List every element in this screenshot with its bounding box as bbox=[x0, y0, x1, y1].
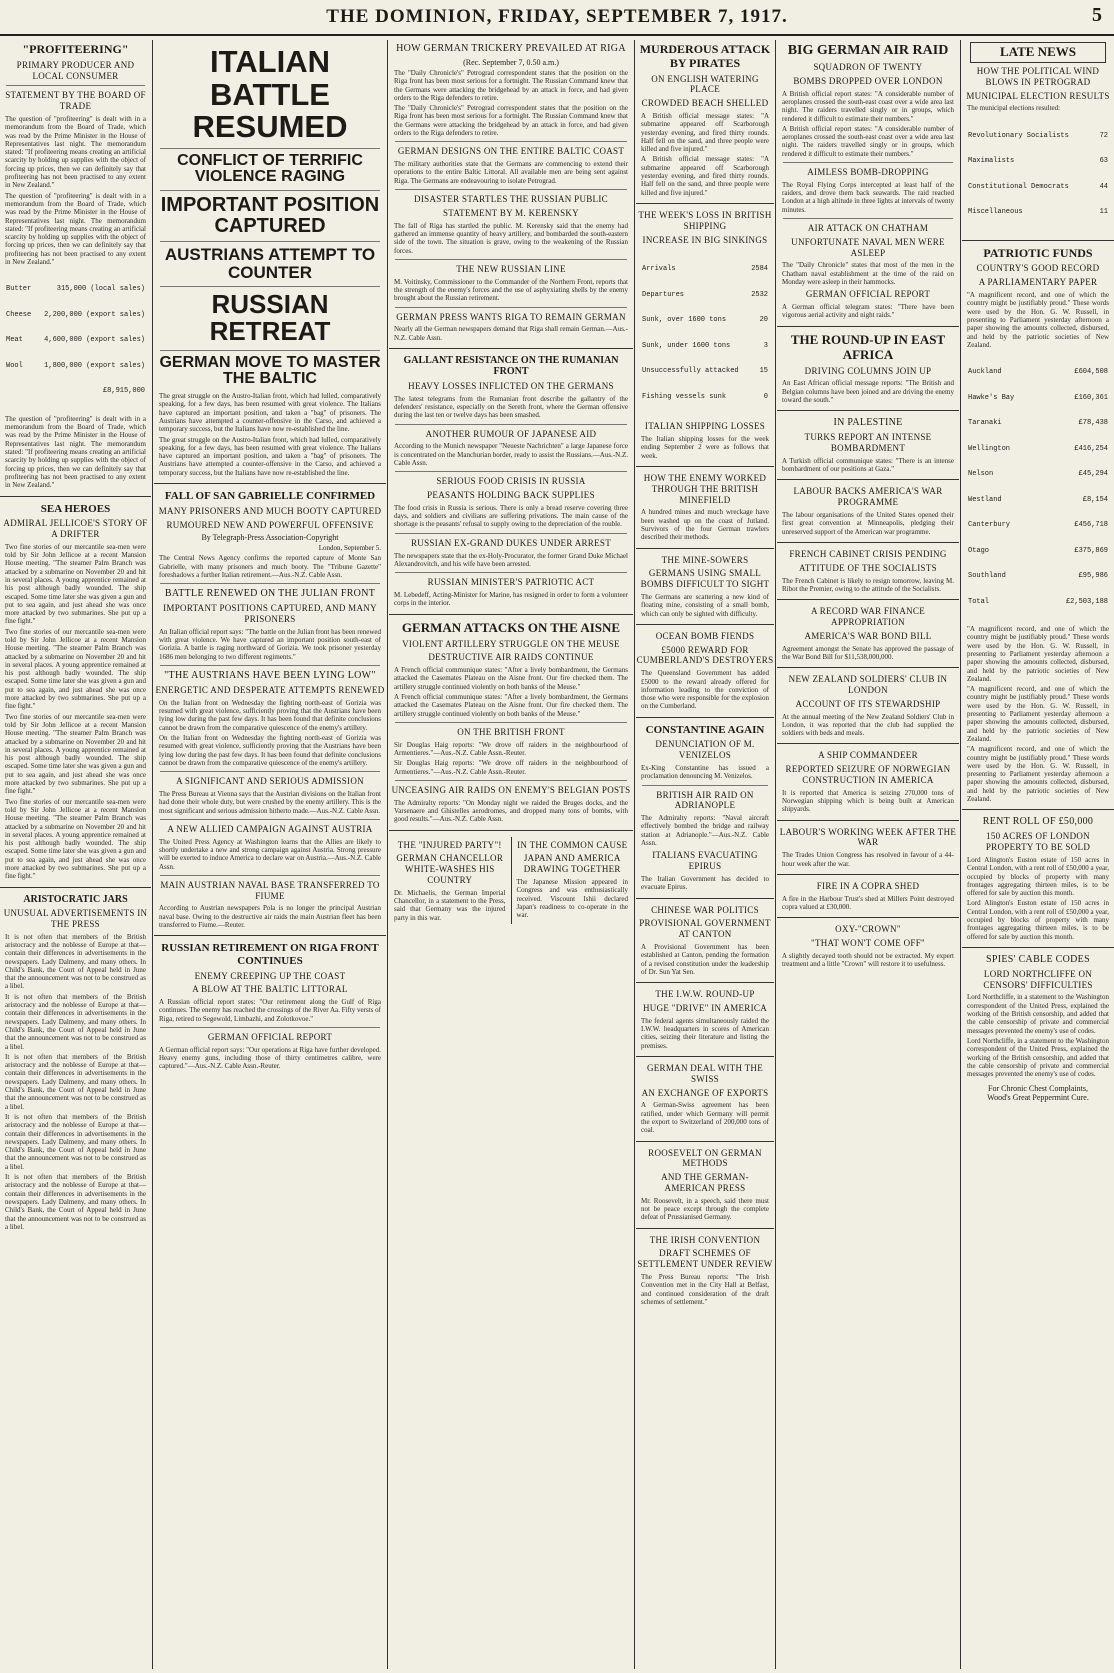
table-row: Miscellaneous 11 bbox=[968, 208, 1108, 217]
divider bbox=[160, 148, 380, 149]
east-africa-headline: THE ROUND-UP IN EAST AFRICA bbox=[790, 331, 946, 362]
divider bbox=[636, 1141, 774, 1142]
column-5 bbox=[777, 40, 959, 1673]
patriotic-body: "A magnificent record, and one of which the country might be justifiably proud." These words were used by the Hon. G. W. Russell, in presenting to Parliament yesterday afternoon a paper showing the amounts collected, disbursed, and held by the patriotic societies of New Zealand. bbox=[967, 291, 1109, 349]
cabinet-subhead: ATTITUDE OF THE SOCIALISTS bbox=[799, 562, 937, 573]
wind-headline: HOW THE POLITICAL WIND BLOWS IN PETROGRAD bbox=[976, 65, 1100, 87]
adrianople-body: The Admiralty reports: "Naval aircraft effectively bombed the bridge and railway station at Adrianople."—Aus.-N.Z. Cable Assn. bbox=[641, 814, 769, 848]
column-2 bbox=[154, 40, 386, 1673]
mine-sowers-headline: THE MINE-SOWERS bbox=[661, 554, 749, 565]
injured-body: Dr. Michaelis, the German Imperial Chancellor, in a statement to the Press, said that Germany was the injured party in this war. bbox=[394, 888, 506, 922]
iww-subhead: HUGE "DRIVE" IN AMERICA bbox=[643, 1002, 767, 1013]
divider bbox=[395, 572, 627, 573]
nz-club-headline: NEW ZEALAND SOLDIERS' CLUB IN LONDON bbox=[788, 674, 948, 695]
food-body: The food crisis in Russia is serious. There is only a bread reserve covering three days, and soldiers and civilians are suffering privations. The main cause of the shortage is the peasants' refusal to supply owing to the depreciation of the rouble. bbox=[394, 503, 628, 529]
cabinet-headline: FRENCH CABINET CRISIS PENDING bbox=[789, 548, 947, 559]
rumour-subhead: RUMOURED NEW AND POWERFUL OFFENSIVE bbox=[166, 519, 374, 530]
chatham-subhead: UNFORTUNATE NAVAL MEN WERE ASLEEP bbox=[791, 236, 945, 258]
food-headline: SERIOUS FOOD CRISIS IN RUSSIA bbox=[436, 476, 586, 487]
roosevelt-body: Mr. Roosevelt, in a speech, said there must not be peace except through the complete defeat of Prussianised Germany. bbox=[641, 1196, 769, 1222]
main-body-cont: The great struggle on the Austro-Italian front, which had lulled, comparatively speaking, for a few days, has been resumed with great violence. The Italians have captured an important position, and taken a "bag" of prisoners. The Austrians have attempted a counter-offensive in the Carso, and achieved a temporary success, but the Italians have now re-established the line. bbox=[159, 435, 381, 477]
disaster-headline: DISASTER STARTLES THE RUSSIAN PUBLIC bbox=[414, 194, 608, 205]
sea-heroes-body-cont-2: Two fine stories of our mercantile sea-men were told by Sir John Jellicoe at a recent Mansion House meeting. "The steamer Palm Branch was attacked by a submarine on November 20 and hit in several places. A young apprentice remained at his post although badly wounded. The ship escaped. Some time later she was given a gun and put to sea again, and just ahead she was once more attacked by two submarines. She put up a fine fight." bbox=[5, 712, 146, 796]
julian-headline: BATTLE RENEWED ON THE JULIAN FRONT bbox=[164, 588, 376, 600]
air-raid-headline: BIG GERMAN AIR RAID bbox=[787, 43, 949, 58]
disaster-body: The fall of Riga has startled the public. M. Kerensky said that the enemy had gathered an immense quantity of heavy artillery, and bombarded the south-eastern side of the town. The situation is grave, owing to the weakening of the Russian forces. bbox=[394, 221, 628, 255]
murder-subhead: ON ENGLISH WATERING PLACE bbox=[651, 73, 759, 95]
air-raid-body-cont: A British official report states: "A considerable number of aeroplanes crossed the south-east coast over a wide area last night. The raiders travelled singly or in groups, which rendered it difficult to estimate their numbers." bbox=[782, 124, 954, 158]
designs-headline: GERMAN DESIGNS ON THE ENTIRE BALTIC COAST bbox=[397, 146, 625, 157]
palestine-body: A Turkish official communique states: "There is an intense bombardment of our positions at Gaza." bbox=[782, 456, 954, 474]
table-row: Cheese 2,200,000 (export sales) bbox=[6, 310, 145, 319]
swiss-headline: GERMAN DEAL WITH THE SWISS bbox=[646, 1062, 764, 1084]
profiteering-body-cont-2: The question of "profiteering" is dealt with in a memorandum from the Board of Trade, which was read by the Prime Minister in the House of Representatives last night. The memorandum stated: "If profiteering means creating an artificial scarcity by holding up supplies with the object of forcing up prices, then we can definitely say that profiteering has not been practised to any extent in New Zealand." bbox=[5, 414, 146, 490]
german-report-headline: GERMAN OFFICIAL REPORT bbox=[805, 289, 931, 300]
aisne-body: A French official communique states: "After a lively bombardment, the Germans attacked the Casemates Plateau on the Aisne front. Our fire checked them. The artillery struggle continued violently on both banks of the Meuse." bbox=[394, 666, 628, 691]
divider bbox=[395, 259, 627, 260]
irish-headline: THE IRISH CONVENTION bbox=[649, 1234, 761, 1245]
divider bbox=[389, 830, 633, 831]
mine-sowers-body: The Germans are scattering a new kind of floating mine, consisting of a small bomb, which can only be sighted with difficulty. bbox=[641, 593, 769, 618]
masthead bbox=[0, 0, 1114, 36]
sea-heroes-headline: SEA HEROES bbox=[40, 502, 111, 515]
chatham-body: The "Daily Chronicle" states that most of the men in the Chatham naval establishment at the time of the raid on Monday were asleep in their hammocks. bbox=[782, 261, 954, 287]
divider bbox=[395, 722, 627, 723]
riga-retire-subhead: ENEMY CREEPING UP THE COAST bbox=[194, 970, 346, 981]
dukes-headline: RUSSIAN EX-GRAND DUKES UNDER ARREST bbox=[410, 537, 611, 548]
table-row: Wool 1,800,000 (export sales) bbox=[6, 361, 145, 370]
new-line-headline: THE NEW RUSSIAN LINE bbox=[456, 263, 566, 274]
food-subhead: PEASANTS HOLDING BACK SUPPLIES bbox=[427, 490, 595, 501]
adrianople-headline: BRITISH AIR RAID ON ADRIANOPLE bbox=[656, 789, 754, 811]
german-report-body: A German official telegram states: "There have been vigorous aerial activity and night raids." bbox=[782, 303, 954, 320]
irish-subhead: DRAFT SCHEMES OF SETTLEMENT UNDER REVIEW bbox=[637, 1248, 773, 1270]
jars-body-cont-2: It is not often that members of the British aristocracy and the noblesse of Europe at that—contain their differences in advertisements in the newspapers. Lady Dalmeny, and many others. In Child's Bank, the Court of Appeal held in June that the announcement was not to be construed as a libel. bbox=[5, 1052, 146, 1111]
rumania-body: The latest telegrams from the Rumanian front describe the gallantry of the defenders' resistance, especially on the Sereth front, where the German offensive during the last ten or twelve days has been smashed. bbox=[394, 394, 628, 420]
split-section bbox=[389, 837, 633, 924]
profiteering-subhead-2: STATEMENT BY THE BOARD OF TRADE bbox=[5, 90, 146, 112]
export-table bbox=[6, 268, 145, 413]
divider bbox=[636, 203, 774, 204]
allied-headline: A NEW ALLIED CAMPAIGN AGAINST AUSTRIA bbox=[167, 823, 373, 834]
allied-body: The United Press Agency at Washington learns that the Allies are likely to shortly undertake a new and strong campaign against Austria. Strong pressure will be exerted to induce America to declare war on Austria.—Aus.-N.Z. Cable Assn. bbox=[159, 837, 381, 871]
east-africa-body: An East African official message reports: "The British and Belgian columns have been joined and are driving the enemy toward the south." bbox=[782, 379, 954, 404]
jars-headline: ARISTOCRATIC JARS bbox=[23, 893, 128, 905]
main-headline: ITALIAN BATTLE RESUMED bbox=[192, 44, 348, 145]
divider bbox=[962, 947, 1114, 948]
belgian-headline: UNCEASING AIR RAIDS ON ENEMY'S BELGIAN POSTS bbox=[391, 784, 631, 795]
patriotic-subhead-2: A PARLIAMENTARY PAPER bbox=[978, 277, 1098, 288]
column-rule bbox=[152, 40, 153, 1669]
italian-losses-body: The Italian shipping losses for the week ending September 2 were as follows that week. bbox=[641, 435, 769, 460]
divider bbox=[0, 887, 151, 888]
wind-subhead: MUNICIPAL ELECTION RESULTS bbox=[966, 90, 1110, 101]
italian-losses-headline: ITALIAN SHIPPING LOSSES bbox=[644, 421, 766, 432]
divider bbox=[777, 874, 959, 875]
record-subhead: AMERICA'S WAR BOND BILL bbox=[804, 630, 932, 641]
air-raid-subhead: SQUADRON OF TWENTY bbox=[813, 62, 923, 73]
swiss-subhead: AN EXCHANGE OF EXPORTS bbox=[641, 1087, 769, 1098]
injured-subhead: GERMAN CHANCELLOR WHITE-WASHES HIS COUNTRY bbox=[396, 853, 504, 885]
aisne-body-cont: A French official communique states: "After a lively bombardment, the Germans attacked the Casemates Plateau on the Aisne front. Our fire checked them. The artillery struggle continued violently on both banks of the Meuse." bbox=[394, 692, 628, 718]
sea-heroes-subhead: ADMIRAL JELLICOE'S STORY OF A DRIFTER bbox=[3, 518, 148, 539]
cable-codes-body-cont: Lord Northcliffe, in a statement to the Washington correspondent of the United Press, explained the working of the British censorship, and added that the cable censorship of private and commercial messages prevented the enemy's use of codes. bbox=[967, 1036, 1109, 1079]
profiteering-headline: "PROFITEERING" bbox=[22, 42, 129, 56]
table-row: Hawke's Bay £160,361 bbox=[968, 393, 1108, 402]
trickery-body: The "Daily Chronicle's" Petrograd correspondent states that the position on the Riga front has been most serious for a fortnight. The Russian Command knew that the Germans were attacking the bridgehead by an attack in force, and had given orders to the Riga defenders to retire. bbox=[394, 69, 628, 102]
divider bbox=[783, 218, 953, 219]
riga-german-body: Nearly all the German newspapers demand that Riga shall remain German.—Aus.-N.Z. Cable Assn. bbox=[394, 325, 628, 342]
cabinet-body: The French Cabinet is likely to resign tomorrow, leaving M. Ribot the Premier, owing to the attitude of the Socialists. bbox=[782, 576, 954, 593]
divider bbox=[636, 717, 774, 718]
profiteering-subhead: PRIMARY PRODUCER AND LOCAL CONSUMER bbox=[16, 59, 135, 81]
minister-body: M. Lebedeff, Acting-Minister for Marine, has resigned in order to form a volunteer corps in the interior. bbox=[394, 590, 628, 608]
divider bbox=[636, 548, 774, 549]
sea-heroes-body-cont-3: Two fine stories of our mercantile sea-men were told by Sir John Jellicoe at a recent Mansion House meeting. "The steamer Palm Branch was attacked by a submarine on November 20 and hit in several places. A young apprentice remained at his post although badly wounded. The ship escaped. Some time later she was given a gun and put to sea again, and just ahead she was once more attacked by two submarines. She put up a fine fight." bbox=[5, 797, 146, 881]
rumour-byline: By Telegraph-Press Association-Copyright bbox=[201, 533, 339, 543]
constantine-subhead: DENUNCIATION OF M. VENIZELOS bbox=[655, 739, 755, 761]
murder-headline: MURDEROUS ATTACK BY PIRATES bbox=[639, 42, 771, 70]
losses-subhead: INCREASE IN BIG SINKINGS bbox=[642, 234, 768, 245]
patriotic-body-cont-2: "A magnificent record, and one of which the country might be justifiably proud." These words were used by the Hon. G. W. Russell, in presenting to Parliament yesterday afternoon a paper showing the amounts collected, disbursed, and held by the patriotic societies of New Zealand. bbox=[967, 685, 1109, 743]
aisne-subhead: VIOLENT ARTILLERY STRUGGLE ON THE MEUSE bbox=[402, 638, 620, 649]
ad-line: Wood's Great Peppermint Cure. bbox=[987, 1093, 1089, 1103]
rumania-headline: GALLANT RESISTANCE ON THE RUMANIAN FRONT bbox=[403, 354, 619, 378]
rent-roll-body: Lord Alington's Euston estate of 150 acres in Central London, with a rent roll of £50,000 a year, occupied by blocks of property with many frontages aggregating thirteen miles, is to be offered for sale by auction this month. bbox=[967, 855, 1109, 898]
iww-headline: THE I.W.W. ROUND-UP bbox=[655, 989, 755, 1000]
losses-headline: THE WEEK'S LOSS IN BRITISH SHIPPING bbox=[638, 209, 772, 231]
julian-subhead: IMPORTANT POSITIONS CAPTURED, AND MANY PRISONERS bbox=[163, 603, 377, 624]
divider bbox=[160, 819, 380, 820]
rent-roll-body-cont: Lord Alington's Euston estate of 150 acres in Central London, with a rent roll of £50,000 a year, occupied by blocks of property with many frontages aggregating thirteen miles, is to be offered for sale by auction this month. bbox=[967, 899, 1109, 941]
murder-body: A British official message states: "A submarine appeared off Scarborough yesterday evening, and fired thirty rounds. Half fell on the sand, and three people were killed and five injured." bbox=[641, 111, 769, 154]
table-row: Departures 2532 bbox=[642, 290, 768, 299]
jars-body-cont-4: It is not often that members of the British aristocracy and the noblesse of Europe at that—contain their differences in advertisements in the newspapers. Lady Dalmeny, and many others. In Child's Bank, the Court of Appeal held in June that the announcement was not to be construed as a libel. bbox=[5, 1173, 146, 1231]
jars-body-cont-3: It is not often that members of the British aristocracy and the noblesse of Europe at that—contain their differences in advertisements in the newspapers. Lady Dalmeny, and many others. In Child's Bank, the Court of Appeal held in June that the announcement was not to be construed as a libel. bbox=[5, 1112, 146, 1171]
bomb-fiends-body: The Queensland Government has added £5000 to the reward already offered for information leading to the conviction of those who were responsible for the explosion on the Cumberland. bbox=[641, 669, 769, 711]
table-row: Maximalists 63 bbox=[968, 157, 1108, 166]
german-report-headline: GERMAN OFFICIAL REPORT bbox=[207, 1032, 333, 1043]
commandeer-subhead: REPORTED SEIZURE OF NORWEGIAN CONSTRUCTION IN AMERICA bbox=[785, 764, 951, 785]
column-rule bbox=[634, 40, 635, 1669]
cable-codes-body: Lord Northcliffe, in a statement to the Washington correspondent of the United Press, explained the working of the British censorship, and added that the cable censorship of private and commercial messages prevented the enemy's use of codes. bbox=[967, 993, 1109, 1035]
british-front-body-cont: Sir Douglas Haig reports: "We drove off raiders in the neighbourhood of Armentieres."—Aus.-N.Z. Cable Assn.-Reuter. bbox=[394, 759, 628, 776]
record-body: Agreement amongst the Senate has approved the passage of the War Bond Bill for $11,538,000,000. bbox=[782, 644, 954, 661]
table-row: Constitutional Democrats 44 bbox=[968, 182, 1108, 191]
nz-club-body: At the annual meeting of the New Zealand Soldiers' Club in London, it was reported that the club had supplied the soldiers with beds and meals. bbox=[782, 712, 954, 738]
fiume-headline: MAIN AUSTRIAN NAVAL BASE TRANSFERRED TO FIUME bbox=[160, 879, 380, 901]
divider bbox=[395, 780, 627, 781]
bomb-fiends-headline: OCEAN BOMB FIENDS bbox=[655, 630, 755, 641]
chatham-headline: AIR ATTACK ON CHATHAM bbox=[807, 223, 929, 234]
injured-party-story bbox=[389, 837, 511, 924]
divider bbox=[777, 667, 959, 668]
swiss-body: A German-Swiss agreement has been ratified, under which Germany will permit the export to Switzerland of 200,000 tons of coal. bbox=[641, 1101, 769, 1135]
table-row: Total £2,503,188 bbox=[968, 597, 1108, 606]
patriotic-body-cont: "A magnificent record, and one of which the country might be justifiably proud." These words were used by the Hon. G. W. Russell, in presenting to Parliament yesterday afternoon a paper showing the amounts collected, disbursed, and held by the patriotic societies of New Zealand. bbox=[967, 625, 1109, 683]
divider bbox=[636, 1056, 774, 1057]
divider bbox=[777, 820, 959, 821]
late-news-headline: LATE NEWS bbox=[970, 42, 1106, 63]
wind-body: The municipal elections resulted: bbox=[967, 104, 1061, 113]
rumour-body: The Central News Agency confirms the reported capture of Monte San Gabrielle, with many prisoners and much booty. The "Tribune Gazette" foreshadows a further Italian retirement.—Aus.-N.Z. Cable Assn. bbox=[159, 554, 381, 579]
irish-body: The Press Bureau reports: "The Irish Convention met in the City Hall at Belfast, and continued consideration of the draft schemes of settlement." bbox=[641, 1272, 769, 1306]
divider bbox=[160, 241, 380, 242]
commandeer-headline: A SHIP COMMANDEER bbox=[818, 750, 918, 761]
minefield-body: A hundred mines and much wreckage have been washed up on the coast of Jutland. Survivors of the four German trawlers described their methods. bbox=[641, 508, 769, 542]
losses-table bbox=[642, 248, 768, 418]
table-row: Fishing vessels sunk 0 bbox=[642, 392, 768, 401]
jars-body-cont: It is not often that members of the British aristocracy and the noblesse of Europe at that—contain their differences in advertisements in the newspapers. Lady Dalmeny, and many others. In Child's Bank, the Court of Appeal held in June that the announcement was not to be construed as a libel. bbox=[5, 992, 146, 1051]
japan-body: According to the Munich newspaper "Neueste Nachrichten" a large Japanese force is concentrated on the Manchurian border, ready to assist the Russians.—Aus.-N.Z. Cable Assn. bbox=[394, 442, 628, 467]
dukes-body: The newspapers state that the ex-Holy-Procurator, the former Grand Duke Michael Alexandrovitch, and his wife have been arrested. bbox=[394, 551, 628, 568]
julian-body: An Italian official report says: "The battle on the Julian front has been renewed with great violence. We have captured an important position south-east of Gorizia. A battle is raging northward of Gorizia. We took prisoner yesterday 1686 men belonging to two different regiments." bbox=[159, 627, 381, 661]
divider bbox=[777, 479, 959, 480]
new-line-body: M. Voitinsky, Commissioner to the Commander of the Northern Front, reports that the strength of the enemy's forces and the use of asphyxiating shells by the enemy brought about the Russian retirement. bbox=[394, 277, 628, 303]
aimless-body: The Royal Flying Corps intercepted at least half of the raiders, and drove them back seawards. The raid reached London at a high altitude in three lights at intervals of twenty minutes. bbox=[782, 180, 954, 214]
table-row: Otago £375,869 bbox=[968, 546, 1108, 555]
constantine-body: Ex-King Constantine has issued a proclamation denouncing M. Venizelos. bbox=[641, 764, 769, 781]
china-headline: CHINESE WAR POLITICS bbox=[651, 904, 759, 915]
table-row: Wellington £416,254 bbox=[968, 444, 1108, 453]
china-subhead: PROVISIONAL GOVERNMENT AT CANTON bbox=[639, 918, 771, 940]
peppermint-ad bbox=[962, 1084, 1114, 1102]
mine-sowers-subhead: GERMANS USING SMALL BOMBS DIFFICULT TO SIGHT bbox=[640, 568, 770, 590]
trickery-headline: HOW GERMAN TRICKERY PREVAILED AT RIGA bbox=[396, 43, 626, 54]
divider bbox=[777, 743, 959, 744]
jars-subhead: UNUSUAL ADVERTISEMENTS IN THE PRESS bbox=[3, 908, 148, 929]
divider bbox=[642, 785, 768, 786]
significant-headline: A SIGNIFICANT AND SERIOUS ADMISSION bbox=[176, 776, 364, 787]
divider bbox=[395, 533, 627, 534]
main-body: The great struggle on the Austro-Italian front, which had lulled, comparatively speaking, for a few days, has been resumed with great violence. The Italians have captured an important position, and taken a "bag" of prisoners. The Austrians have attempted a counter-offensive in the Carso, and achieved a temporary success, but the Italians have now re-established the line. bbox=[159, 392, 381, 434]
divider bbox=[636, 624, 774, 625]
british-front-headline: ON THE BRITISH FRONT bbox=[457, 726, 565, 737]
riga-german-headline: GERMAN PRESS WANTS RIGA TO REMAIN GERMAN bbox=[396, 311, 626, 322]
divider bbox=[160, 875, 380, 876]
trickery-body-cont: The "Daily Chronicle's" Petrograd correspondent states that the position on the Riga front has been most serious for a fortnight. The Russian Command knew that the Germans were attacking the bridgehead by an attack in force, and had given orders to the Riga defenders to retire. bbox=[394, 104, 628, 138]
divider bbox=[395, 307, 627, 308]
table-row: Auckland £604,508 bbox=[968, 368, 1108, 377]
divider bbox=[777, 917, 959, 918]
air-raid-subhead-2: BOMBS DROPPED OVER LONDON bbox=[793, 75, 943, 86]
table-row: Southland £95,986 bbox=[968, 572, 1108, 581]
epirus-headline: ITALIANS EVACUATING EPIRUS bbox=[652, 850, 758, 872]
aimless-headline: AIMLESS BOMB-DROPPING bbox=[807, 167, 929, 178]
table-row: Canterbury £456,718 bbox=[968, 521, 1108, 530]
election-table bbox=[968, 115, 1108, 234]
sea-heroes-body: Two fine stories of our mercantile sea-men were told by Sir John Jellicoe at a recent Mansion House meeting. "The steamer Palm Branch was attacked by a submarine on November 20 and hit in several places. A young apprentice remained at his post although badly wounded. The ship escaped. Some time later she was given a gun and put to sea again, and just ahead she was once more attacked by two submarines. She put up a fine fight." bbox=[5, 542, 146, 626]
labour-week-headline: LABOUR'S WORKING WEEK AFTER THE WAR bbox=[779, 826, 957, 848]
rent-roll-subhead: 150 ACRES OF LONDON PROPERTY TO BE SOLD bbox=[985, 831, 1091, 853]
column-rule bbox=[387, 40, 388, 1669]
column-1 bbox=[0, 40, 151, 1673]
palestine-subhead: TURKS REPORT AN INTENSE BOMBARDMENT bbox=[804, 432, 932, 454]
japan-headline: ANOTHER RUMOUR OF JAPANESE AID bbox=[425, 428, 597, 439]
divider bbox=[636, 466, 774, 467]
ad-line: For Chronic Chest Complaints, bbox=[988, 1084, 1088, 1094]
table-row: Meat 4,600,000 (export sales) bbox=[6, 336, 145, 345]
table-row: Unsuccessfully attacked 15 bbox=[642, 367, 768, 376]
air-raid-body: A British official report states: "A considerable number of aeroplanes crossed the south-east coast over a wide area last night. The raiders travelled singly or in groups, which rendered it difficult to estimate their numbers." bbox=[782, 89, 954, 123]
san-gabrielle-headline: FALL OF SAN GABRIELLE CONFIRMED bbox=[164, 490, 376, 503]
funds-table bbox=[968, 351, 1108, 623]
table-row: Westland £8,154 bbox=[968, 495, 1108, 504]
patriotic-body-cont-3: "A magnificent record, and one of which the country might be justifiably proud." These words were used by the Hon. G. W. Russell, in presenting to Parliament yesterday afternoon a paper showing the amounts collected, disbursed, and held by the patriotic societies of New Zealand. bbox=[967, 745, 1109, 804]
divider bbox=[154, 935, 386, 936]
copra-headline: FIRE IN A COPRA SHED bbox=[816, 880, 920, 891]
palestine-headline: IN PALESTINE bbox=[833, 417, 903, 429]
common-headline: IN THE COMMON CAUSE bbox=[517, 839, 628, 850]
divider bbox=[777, 599, 959, 600]
rent-roll-headline: RENT ROLL OF £50,000 bbox=[982, 816, 1094, 828]
roosevelt-headline: ROOSEVELT ON GERMAN METHODS bbox=[648, 1147, 762, 1169]
main-subhead-1: CONFLICT OF TERRIFIC VIOLENCE RAGING bbox=[177, 151, 363, 186]
minister-headline: RUSSIAN MINISTER'S PATRIOTIC ACT bbox=[427, 577, 595, 588]
epirus-body: The Italian Government has decided to evacuate Epirus. bbox=[641, 874, 769, 892]
crown-body: A slightly decayed tooth should not be extracted. My expert treatment and a little "Crown" will restore it to usefulness. bbox=[782, 951, 954, 969]
lying-body-cont: On the Italian front on Wednesday the fighting north-east of Gorizia was resumed with great violence, sufficiently proving that the Austrians have been lying low during the past few days. It has been found that definite conclusions cannot be drawn from the comparative quiescence of the enemy's artillery. bbox=[159, 733, 381, 767]
table-row: Butter 315,000 (local sales) bbox=[6, 285, 145, 294]
masthead-title: THE DOMINION, FRIDAY, SEPTEMBER 7, 1917. bbox=[326, 6, 788, 27]
divider bbox=[6, 85, 145, 86]
divider bbox=[160, 771, 380, 772]
commandeer-body: It is reported that America is seizing 270,000 tons of Norwegian shipping which is being built at American shipyards. bbox=[782, 788, 954, 814]
china-body: A Provisional Government has been established at Canton, pending the formation of a revised constitution under the leadership of Dr. Sun Yat Sen. bbox=[641, 942, 769, 976]
divider bbox=[962, 240, 1114, 241]
divider bbox=[636, 982, 774, 983]
divider bbox=[777, 410, 959, 411]
trickery-dateline: (Rec. September 7, 0.50 a.m.) bbox=[463, 58, 559, 67]
column-rule bbox=[775, 40, 776, 1669]
lying-body: On the Italian front on Wednesday the fighting north-east of Gorizia was resumed with great violence, sufficiently proving that the Austrians have been lying low during the past few days. It has been found that definite conclusions cannot be drawn from the comparative quiescence of the enemy's artillery. bbox=[159, 698, 381, 732]
injured-headline: THE "INJURED PARTY"! bbox=[397, 839, 502, 850]
copra-body: A fire in the Harbour Trust's shed at Millers Point destroyed copra valued at £30,000. bbox=[782, 894, 954, 911]
divider bbox=[636, 1228, 774, 1229]
common-cause-story bbox=[511, 837, 634, 924]
iww-body: The federal agents simultaneously raided the I.W.W. headquarters in scores of American cities, seizing their literature and listing the premises. bbox=[641, 1016, 769, 1050]
column-3 bbox=[389, 40, 633, 1673]
table-row: Sunk, under 1600 tons 3 bbox=[642, 341, 768, 350]
table-row: Nelson £45,294 bbox=[968, 470, 1108, 479]
sea-heroes-body-cont: Two fine stories of our mercantile sea-men were told by Sir John Jellicoe at a recent Mansion House meeting. "The steamer Palm Branch was attacked by a submarine on November 20 and hit in several places. A young apprentice remained at his post although badly wounded. The ship escaped. Some time later she was given a gun and put to sea again, and just ahead she was once more attacked by two submarines. She put up a fine fight." bbox=[5, 627, 146, 711]
jars-body: It is not often that members of the British aristocracy and the noblesse of Europe at that—contain their differences in advertisements in the newspapers. Lady Dalmeny, and many others. In Child's Bank, the Court of Appeal held in June that the announcement was not to be construed as a libel. bbox=[5, 932, 146, 991]
divider bbox=[783, 162, 953, 163]
main-subhead-4: RUSSIAN RETREAT bbox=[209, 288, 331, 347]
page-number: 5 bbox=[1092, 4, 1102, 26]
main-subhead-2: IMPORTANT POSITION CAPTURED bbox=[160, 194, 380, 238]
common-body: The Japanese Mission appeared in Congress and was enthusiastically received. Viscount Ishii declared Japan's readiness to co-operate in the war. bbox=[516, 877, 628, 920]
divider bbox=[389, 614, 633, 615]
column-4 bbox=[636, 40, 774, 1673]
column-6 bbox=[962, 40, 1114, 1673]
aisne-headline: GERMAN ATTACKS ON THE AISNE bbox=[401, 619, 621, 635]
belgian-body: The Admiralty reports: "On Monday night we raided the Bruges docks, and the Varsenaere and Ghistelles aerodromes, and dropped many tons of bombs, with good results."—Aus.-N.Z. Cable Assn. bbox=[394, 798, 628, 824]
divider bbox=[395, 141, 627, 142]
table-row: Sunk, over 1600 tons 20 bbox=[642, 316, 768, 325]
lying-subhead: ENERGETIC AND DESPERATE ATTEMPTS RENEWED bbox=[155, 684, 385, 695]
riga-retire-headline: RUSSIAN RETIREMENT ON RIGA FRONT CONTINUES bbox=[161, 942, 379, 967]
san-gabrielle-subhead: MANY PRISONERS AND MUCH BOOTY CAPTURED bbox=[158, 505, 382, 516]
divider bbox=[160, 190, 380, 191]
murder-body-cont: A British official message states: "A submarine appeared off Scarborough yesterday evening, and fired thirty rounds. Half fell on the sand, and three people were killed and five injured." bbox=[641, 155, 769, 197]
record-headline: A RECORD WAR FINANCE APPROPRIATION bbox=[810, 606, 926, 627]
british-front-body: Sir Douglas Haig reports: "We drove off raiders in the neighbourhood of Armentieres."—Aus.-N.Z. Cable Assn.-Reuter. bbox=[394, 740, 628, 757]
disaster-subhead: STATEMENT BY M. KERENSKY bbox=[443, 207, 579, 218]
patriotic-headline: PATRIOTIC FUNDS bbox=[983, 245, 1093, 260]
divider bbox=[395, 471, 627, 472]
baltic-headline: A BLOW AT THE BALTIC LITTORAL bbox=[192, 984, 348, 995]
bomb-fiends-subhead: £5000 REWARD FOR CUMBERLAND'S DESTROYERS bbox=[636, 644, 774, 666]
table-row: Taranaki £78,438 bbox=[968, 419, 1108, 428]
labour-body: The labour organisations of the United States opened their first great convention at Minneapolis, pledging their unreserved support of the American war programme. bbox=[782, 511, 954, 536]
divider bbox=[160, 665, 380, 666]
crown-subhead: "THAT WON'T COME OFF" bbox=[810, 938, 926, 949]
german-report-body: A German official report says: "Our operations at Riga have further developed. Heavy enemy guns, including those of thirty centimetres calibre, were captured."—Aus.-N.Z. Cable Assn.-Reuter. bbox=[159, 1045, 381, 1071]
divider bbox=[160, 350, 380, 351]
profiteering-body: The question of "profiteering" is dealt with in a memorandum from the Board of Trade, which was read by the Prime Minister in the House of Representatives last night. The memorandum stated: "If profiteering means creating an artificial scarcity by holding up supplies with the object of forcing up prices, then we can definitely say that profiteering has not been practised to any extent in New Zealand." bbox=[5, 114, 146, 190]
lying-headline: "THE AUSTRIANS HAVE BEEN LYING LOW" bbox=[164, 669, 376, 681]
divider bbox=[160, 583, 380, 584]
minefield-headline: HOW THE ENEMY WORKED THROUGH THE BRITISH MINEFIELD bbox=[643, 473, 767, 505]
cable-codes-headline: SPIES' CABLE CODES bbox=[986, 953, 1090, 965]
labour-headline: LABOUR BACKS AMERICA'S WAR PROGRAMME bbox=[793, 486, 943, 508]
profiteering-body-cont: The question of "profiteering" is dealt with in a memorandum from the Board of Trade, which was read by the Prime Minister in the House of Representatives last night. The memorandum stated: "If profiteering means creating an artificial scarcity by holding up supplies with the object of forcing up prices, then we can definitely say that profiteering has not been practised to any extent in New Zealand." bbox=[5, 191, 146, 267]
roosevelt-subhead: AND THE GERMAN-AMERICAN PRESS bbox=[661, 1172, 749, 1193]
main-subhead-5: GERMAN MOVE TO MASTER THE BALTIC bbox=[159, 353, 381, 388]
table-row: £8,915,000 bbox=[102, 387, 145, 396]
table-row: Arrivals 2584 bbox=[642, 265, 768, 274]
rumour-dateline: London, September 5. bbox=[318, 544, 381, 553]
fiume-body: According to Austrian newspapers Pola is no longer the principal Austrian naval base. Owing to the destructive air raids the main Austrian fleet has been transferred to Fiume.—Reuter. bbox=[159, 904, 381, 930]
constantine-headline: CONSTANTINE AGAIN bbox=[645, 723, 765, 736]
divider bbox=[0, 496, 151, 497]
divider bbox=[395, 189, 627, 190]
divider bbox=[389, 348, 633, 349]
divider bbox=[777, 542, 959, 543]
crown-headline: OXY-"CROWN" bbox=[835, 924, 901, 935]
column-rule bbox=[960, 40, 961, 1669]
divider bbox=[154, 483, 386, 484]
patriotic-subhead: COUNTRY'S GOOD RECORD bbox=[976, 263, 1100, 274]
divider bbox=[777, 326, 959, 327]
main-subhead-3: AUSTRIANS ATTEMPT TO COUNTER bbox=[164, 245, 376, 283]
rumania-subhead: HEAVY LOSSES INFLICTED ON THE GERMANS bbox=[408, 380, 614, 391]
aisne-subhead-2: DESTRUCTIVE AIR RAIDS CONTINUE bbox=[428, 652, 594, 663]
baltic-body: A Russian official report states: "Our retirement along the Gulf of Riga continues. The enemy has reached the crossings of the River Aa. Fifty versts of Riga, retired to Segewold, Limbazhi, and Zolotkovoe." bbox=[159, 998, 381, 1023]
divider bbox=[395, 424, 627, 425]
divider bbox=[636, 898, 774, 899]
east-africa-subhead: DRIVING COLUMNS JOIN UP bbox=[804, 365, 932, 376]
labour-week-body: The Trades Union Congress has resolved in favour of a 44-hour week after the war. bbox=[782, 851, 954, 868]
divider bbox=[962, 809, 1114, 810]
nz-club-subhead: ACCOUNT OF ITS STEWARDSHIP bbox=[795, 698, 941, 709]
cable-codes-subhead: LORD NORTHCLIFFE ON CENSORS' DIFFICULTIES bbox=[983, 968, 1093, 990]
murder-subhead-2: CROWDED BEACH SHELLED bbox=[641, 98, 769, 109]
table-row: Revolutionary Socialists 72 bbox=[968, 131, 1108, 140]
divider bbox=[160, 1027, 380, 1028]
common-subhead: JAPAN AND AMERICA DRAWING TOGETHER bbox=[523, 853, 621, 875]
significant-body: The Press Bureau at Vienna says that the Austrian divisions on the Italian front had done their whole duty, but were crushed by the enemy artillery. This is the most significant and serious admission hitherto made.—Aus.-N.Z. Cable Assn. bbox=[159, 789, 381, 815]
designs-body: The military authorities state that the Germans are commencing to extend their operations to the entire Baltic Littoral. All available men are being sent against Riga. The Germans are endeavouring to isolate Petrograd. bbox=[394, 160, 628, 185]
divider bbox=[160, 286, 380, 287]
